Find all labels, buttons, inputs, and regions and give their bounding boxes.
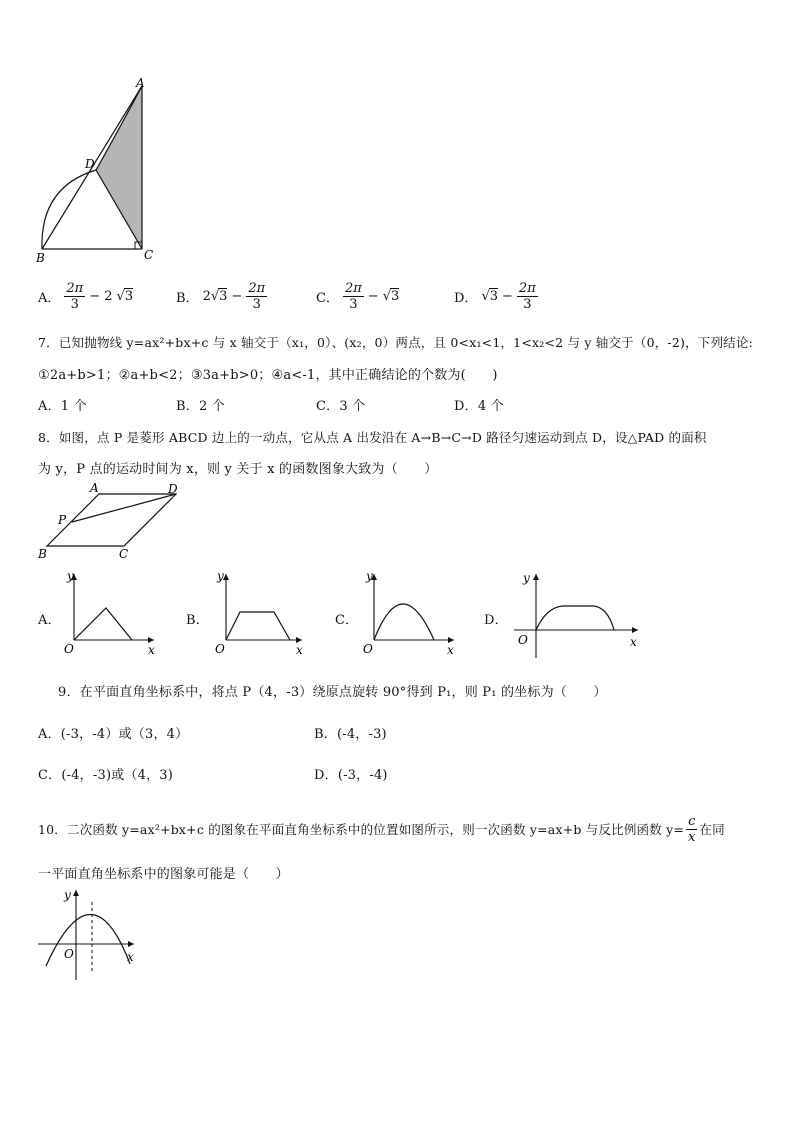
q6-option-d-mid: − [502, 288, 513, 304]
q8-rhombus [47, 494, 176, 546]
svg-text:x: x [296, 643, 303, 657]
svg-text:O: O [64, 642, 74, 656]
q6-option-d-label: D． [454, 290, 478, 306]
q6-option-b-fraction: $\frac{2\pi}{3}$ [248, 280, 266, 312]
q10-stem-line1 [38, 811, 725, 847]
q10-stem-line2: 一平面直角坐标系中的图象可能是（ ） [38, 867, 289, 882]
q8-option-c-curve [374, 604, 434, 640]
svg-text:x: x [630, 635, 637, 649]
q7-stem-line1: 7．已知抛物线 y=ax²+bx+c 与 x 轴交于（x₁，0）、(x₂，0）两点，且 0<x₁<1，1<x₂<2 与 y 轴交于（0，-2)，下列结论: [38, 335, 753, 350]
q9-option-a[interactable]: A．(-3，-4）或（3，4） [38, 727, 189, 742]
q7-stem-line2: ①2a+b>1；②a+b<2；③3a+b>0；④a<-1，其中正确结论的个数为( ) [38, 368, 498, 383]
q8-option-a-label[interactable]: A． [38, 613, 61, 628]
q9-option-d[interactable]: D．(-3，-4) [314, 768, 388, 783]
q7-option-d[interactable]: D．4 个 [454, 399, 504, 414]
q9-stem: 9．在平面直角坐标系中，将点 P（4，-3）绕原点旋转 90°得到 P₁，则 P₁ 的坐标为（ ） [58, 685, 607, 700]
q8-option-d-graph[interactable] [510, 568, 640, 660]
q8-label-a: A [90, 481, 99, 495]
svg-text:O: O [518, 633, 528, 647]
q8-option-b-curve [226, 612, 290, 640]
q8-option-d-label[interactable]: D． [484, 613, 508, 628]
q6-option-b-label: B． [176, 290, 199, 306]
q6-option-a[interactable]: A． $\frac{2\pi}{3}$ − 2 √3 [38, 280, 134, 312]
q9-option-c[interactable]: C．(-4，-3)或（4，3) [38, 768, 174, 783]
q6-option-d-fraction: $\frac{2\pi}{3}$ [518, 280, 536, 312]
q8-option-d-curve [536, 606, 614, 630]
svg-text:x: x [447, 643, 454, 657]
q6-label-b: B [36, 251, 45, 265]
q8-option-b-label[interactable]: B． [186, 613, 209, 628]
q8-rhombus-figure [34, 480, 189, 562]
q8-stem-line1: 8．如图，点 P 是菱形 ABCD 边上的一动点，它从点 A 出发沿在 A→B→C→D 路径匀速运动到点 D，设△PAD 的面积 [38, 430, 707, 445]
q8-stem-line2: 为 y，P 点的运动时间为 x，则 y 关于 x 的函数图象大致为（ ） [38, 462, 438, 477]
q8-label-p: P [58, 513, 67, 527]
q6-option-c-fraction: $\frac{2\pi}{3}$ [344, 280, 362, 312]
q8-label-d: D [168, 482, 178, 496]
q6-figure [30, 72, 160, 267]
q6-option-b-pre: 2 [202, 288, 211, 304]
q6-option-b-mid: − [231, 288, 243, 304]
q6-option-a-rest: − 2 [89, 288, 113, 304]
q7-option-b[interactable]: B．2 个 [176, 399, 225, 414]
q6-option-c-sqrt: 3 [390, 288, 400, 304]
q8-label-c: C [119, 547, 129, 561]
q6-label-a: A [136, 76, 145, 90]
svg-text:x: x [148, 643, 155, 657]
q6-option-d[interactable]: D． √3 − $\frac{2\pi}{3}$ [454, 280, 536, 312]
q6-label-c: C [144, 248, 154, 262]
svg-text:O: O [363, 642, 373, 656]
svg-text:x: x [127, 950, 134, 964]
svg-text:O: O [64, 947, 74, 961]
q6-option-c-rest: − [367, 288, 379, 304]
q6-option-c[interactable]: C． $\frac{2\pi}{3}$ − √3 [316, 280, 400, 312]
q8-option-c-graph[interactable] [356, 566, 461, 658]
q8-option-b-graph[interactable] [206, 566, 306, 658]
q6-shaded-region [96, 86, 142, 249]
svg-text:y: y [67, 569, 74, 583]
q10-parabola [46, 914, 130, 966]
q10-parabola-figure [36, 886, 140, 984]
q6-label-d: D [85, 157, 95, 171]
q7-option-c[interactable]: C．3 个 [316, 399, 366, 414]
q10-fraction: $\frac{c}{x}$ [688, 813, 696, 845]
q8-option-a-curve [74, 608, 132, 640]
q7-option-a[interactable]: A．1 个 [38, 399, 87, 414]
q6-option-a-label: A． [38, 290, 61, 306]
q8-label-b: B [38, 547, 47, 561]
q10-stem-line1-a: 10．二次函数 y=ax²+bx+c 的图象在平面直角坐标系中的位置如图所示，则一次函数 y=ax+b 与反比例函数 y= [38, 822, 685, 837]
svg-text:y: y [64, 888, 71, 902]
q9-option-b[interactable]: B．(-4，-3) [314, 727, 387, 742]
q10-stem-line1-b: 在同 [699, 822, 725, 837]
q6-option-a-fraction: $\frac{2\pi}{3}$ [66, 280, 84, 312]
q6-option-b-sqrt: 3 [219, 288, 228, 304]
q8-option-c-label[interactable]: C． [335, 613, 359, 628]
svg-text:y: y [217, 569, 224, 583]
q8-option-a-graph[interactable] [62, 566, 162, 658]
q6-option-c-label: C． [316, 290, 339, 306]
svg-text:y: y [366, 569, 373, 583]
svg-text:y: y [523, 571, 530, 585]
q6-option-d-sqrt: 3 [489, 288, 499, 304]
q8-segment-pd [72, 494, 176, 522]
q6-arc-bd [42, 170, 96, 249]
svg-text:O: O [215, 642, 225, 656]
q6-option-b[interactable]: B． 2√3 − $\frac{2\pi}{3}$ [176, 280, 266, 312]
q6-option-a-sqrt: 3 [124, 288, 134, 304]
